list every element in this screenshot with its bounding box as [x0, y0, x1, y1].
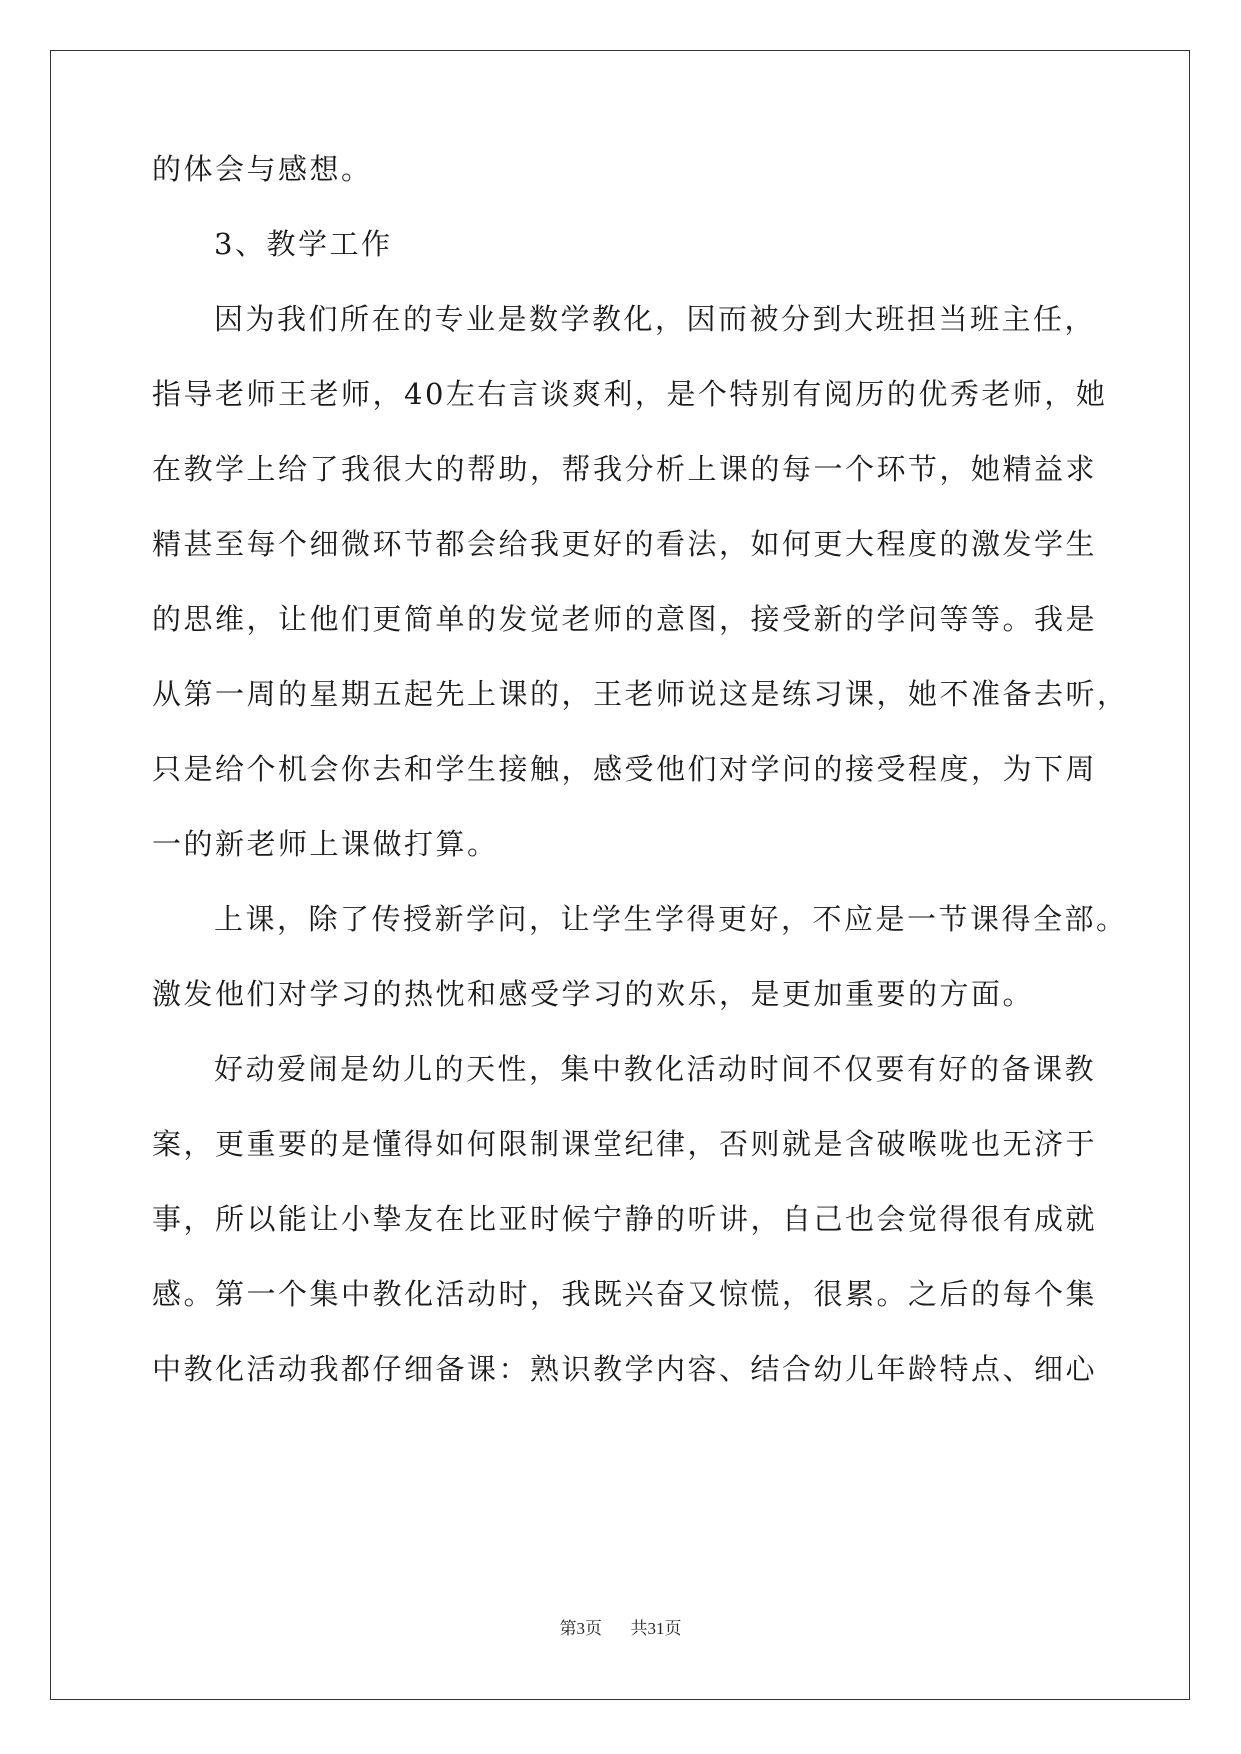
body-text-line: 激发他们对学习的热忱和感受学习的欢乐，是更加重要的方面。 [152, 977, 1035, 1011]
body-text-line: 事，所以能让小挚友在比亚时候宁静的听讲，自己也会觉得很有成就 [152, 1202, 1098, 1236]
body-text-line: 一的新老师上课做打算。 [152, 827, 499, 861]
page-footer [0, 1618, 1241, 1640]
body-text-line: 上课，除了传授新学问，让学生学得更好，不应是一节课得全部。 [214, 902, 1128, 936]
body-text-line: 好动爱闹是幼儿的天性，集中教化活动时间不仅要有好的备课教 [214, 1052, 1097, 1086]
body-text-line: 案，更重要的是懂得如何限制课堂纪律，否则就是含破喉咙也无济于 [152, 1127, 1098, 1161]
body-text-line: 精甚至每个细微环节都会给我更好的看法，如何更大程度的激发学生 [152, 527, 1098, 561]
body-text-line: 从第一周的星期五起先上课的，王老师说这是练习课，她不准备去听， [152, 677, 1129, 711]
body-text-line: 只是给个机会你去和学生接触，感受他们对学问的接受程度，为下周 [152, 752, 1098, 786]
body-text-line: 的思维，让他们更简单的发觉老师的意图，接受新的学问等等。我是 [152, 602, 1098, 636]
body-text-line: 指导老师王老师，40左右言谈爽利，是个特别有阅历的优秀老师，她 [152, 377, 1108, 411]
current-page-label: 第3页 [559, 1619, 602, 1638]
section-heading: 3、教学工作 [214, 227, 393, 261]
page-border [50, 50, 1190, 1700]
body-text-line: 在教学上给了我很大的帮助，帮我分析上课的每一个环节，她精益求 [152, 452, 1098, 486]
body-text-line: 的体会与感想。 [152, 152, 373, 186]
body-text-line: 中教化活动我都仔细备课：熟识教学内容、结合幼儿年龄特点、细心 [152, 1352, 1098, 1386]
total-pages-label: 共31页 [630, 1619, 682, 1638]
body-text-line: 感。第一个集中教化活动时，我既兴奋又惊慌，很累。之后的每个集 [152, 1277, 1098, 1311]
body-text-line: 因为我们所在的专业是数学教化，因而被分到大班担当班主任， [214, 302, 1097, 336]
